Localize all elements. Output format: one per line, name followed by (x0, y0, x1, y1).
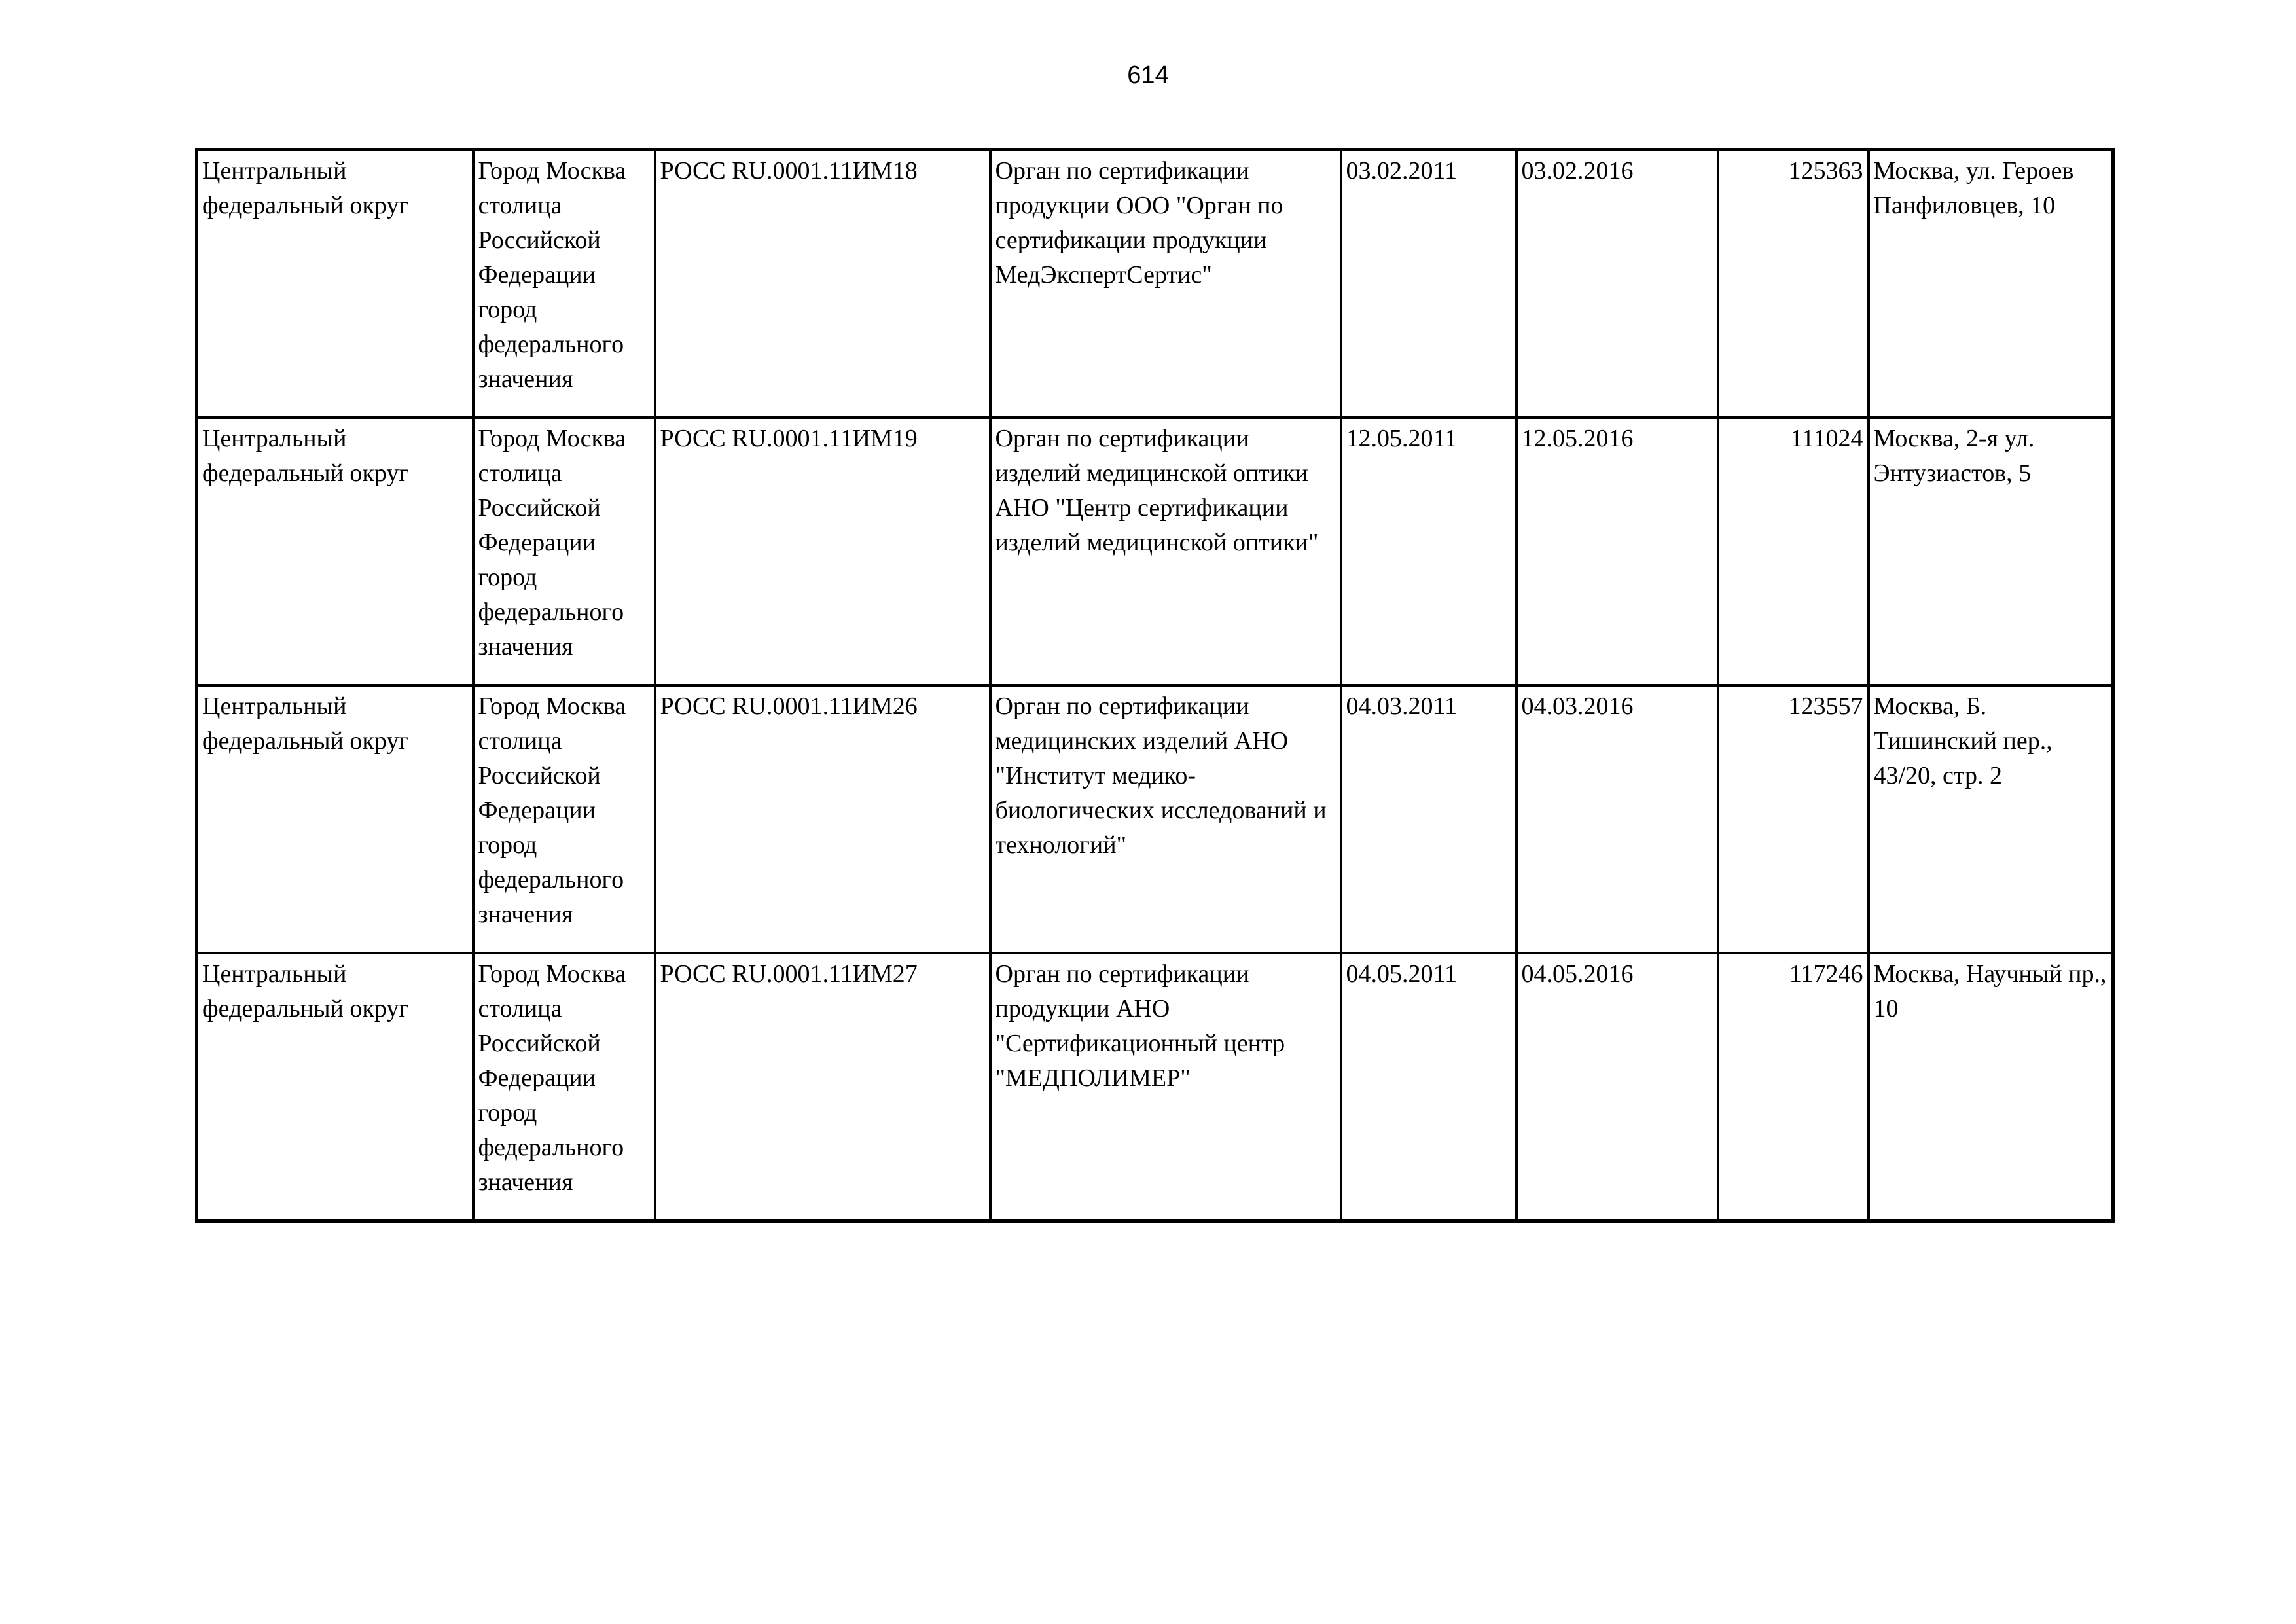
postal-code-cell: 125363 (1718, 150, 1869, 418)
date-start-cell: 12.05.2011 (1341, 418, 1516, 685)
table-row (197, 150, 2113, 418)
address-cell: Москва, 2-я ул. Энтузиастов, 5 (1869, 418, 2113, 685)
certification-bodies-table (195, 148, 2115, 1223)
district-cell: Центральный федеральный округ (197, 685, 473, 953)
region-cell: Город Москва столица Российской Федерации город федерального значения (473, 150, 655, 418)
date-end-cell: 12.05.2016 (1516, 418, 1718, 685)
organization-cell: Орган по сертификации изделий медицинской оптики АНО "Центр сертификации изделий медицинской оптики" (990, 418, 1341, 685)
postal-code-cell: 123557 (1718, 685, 1869, 953)
code-cell: РОСС RU.0001.11ИМ19 (655, 418, 990, 685)
address-cell: Москва, Б. Тишинский пер., 43/20, стр. 2 (1869, 685, 2113, 953)
organization-cell: Орган по сертификации продукции ООО "Орган по сертификации продукции МедЭкспертСертис" (990, 150, 1341, 418)
table-row (197, 953, 2113, 1221)
date-end-cell: 03.02.2016 (1516, 150, 1718, 418)
organization-cell: Орган по сертификации медицинских изделий АНО "Институт медико-биологических исследований и технологий" (990, 685, 1341, 953)
date-end-cell: 04.05.2016 (1516, 953, 1718, 1221)
table-row (197, 685, 2113, 953)
date-start-cell: 04.05.2011 (1341, 953, 1516, 1221)
postal-code-cell: 117246 (1718, 953, 1869, 1221)
date-start-cell: 04.03.2011 (1341, 685, 1516, 953)
page-number: 614 (1127, 62, 1169, 89)
district-cell: Центральный федеральный округ (197, 953, 473, 1221)
district-cell: Центральный федеральный округ (197, 150, 473, 418)
postal-code-cell: 111024 (1718, 418, 1869, 685)
region-cell: Город Москва столица Российской Федерации город федерального значения (473, 953, 655, 1221)
region-cell: Город Москва столица Российской Федерации город федерального значения (473, 418, 655, 685)
district-cell: Центральный федеральный округ (197, 418, 473, 685)
code-cell: РОСС RU.0001.11ИМ18 (655, 150, 990, 418)
code-cell: РОСС RU.0001.11ИМ26 (655, 685, 990, 953)
table-row (197, 418, 2113, 685)
date-end-cell: 04.03.2016 (1516, 685, 1718, 953)
date-start-cell: 03.02.2011 (1341, 150, 1516, 418)
organization-cell: Орган по сертификации продукции АНО "Сертификационный центр "МЕДПОЛИМЕР" (990, 953, 1341, 1221)
region-cell: Город Москва столица Российской Федерации город федерального значения (473, 685, 655, 953)
address-cell: Москва, ул. Героев Панфиловцев, 10 (1869, 150, 2113, 418)
address-cell: Москва, Научный пр., 10 (1869, 953, 2113, 1221)
code-cell: РОСС RU.0001.11ИМ27 (655, 953, 990, 1221)
